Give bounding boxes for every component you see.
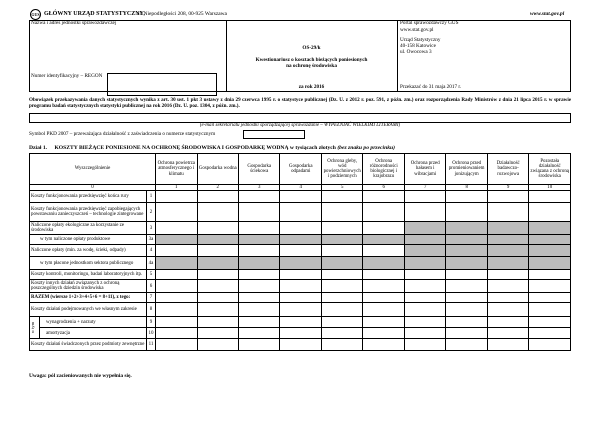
value-cell[interactable] bbox=[239, 270, 280, 280]
value-cell[interactable] bbox=[156, 317, 197, 328]
value-cell[interactable] bbox=[280, 270, 321, 280]
pkd-input[interactable] bbox=[243, 130, 305, 139]
value-cell[interactable] bbox=[404, 191, 445, 203]
value-cell[interactable] bbox=[404, 203, 445, 222]
value-cell[interactable] bbox=[321, 245, 362, 257]
column-header: Pozostała działalność związana z ochroną środowiska bbox=[529, 154, 571, 185]
value-cell[interactable] bbox=[404, 339, 445, 351]
value-cell[interactable] bbox=[363, 293, 404, 303]
row-label: Koszty funkcjonowania przedsięwzięć końca rury bbox=[30, 191, 147, 203]
value-cell[interactable] bbox=[239, 245, 280, 257]
value-cell[interactable] bbox=[404, 270, 445, 280]
row-number: 9 bbox=[147, 317, 156, 328]
row-number: 8 bbox=[147, 303, 156, 317]
value-cell[interactable] bbox=[239, 203, 280, 222]
shaded-cell bbox=[156, 257, 197, 270]
value-cell[interactable] bbox=[487, 191, 528, 203]
value-cell[interactable] bbox=[197, 270, 238, 280]
value-cell[interactable] bbox=[280, 203, 321, 222]
recipient-line-1: Urząd Statystyczny bbox=[400, 37, 441, 43]
value-cell[interactable] bbox=[446, 328, 487, 339]
value-cell[interactable] bbox=[197, 222, 238, 235]
shaded-cell bbox=[404, 245, 445, 257]
deadline: Przekazać do 31 maja 2017 r. bbox=[400, 84, 462, 90]
value-cell[interactable] bbox=[239, 317, 280, 328]
row-label: amortyzacja bbox=[40, 328, 147, 339]
value-cell[interactable] bbox=[280, 303, 321, 317]
value-cell[interactable] bbox=[156, 222, 197, 235]
value-cell[interactable] bbox=[529, 293, 571, 303]
office-name: GŁÓWNY URZĄD STATYSTYCZNY, bbox=[44, 11, 145, 17]
col-number: 7 bbox=[404, 185, 445, 191]
value-cell[interactable] bbox=[197, 303, 238, 317]
row-number: 10 bbox=[147, 328, 156, 339]
value-cell[interactable] bbox=[446, 270, 487, 280]
form-code: OS-29/k bbox=[302, 45, 321, 51]
shaded-cell bbox=[529, 235, 571, 245]
value-cell[interactable] bbox=[321, 222, 362, 235]
value-cell[interactable] bbox=[363, 203, 404, 222]
value-cell[interactable] bbox=[197, 203, 238, 222]
gus-logo: GUS bbox=[30, 9, 41, 20]
value-cell[interactable] bbox=[156, 203, 197, 222]
value-cell[interactable] bbox=[529, 270, 571, 280]
value-cell[interactable] bbox=[363, 317, 404, 328]
row-label: Naliczone opłaty ekologiczne za korzystanie ze środowiska bbox=[30, 222, 147, 235]
value-cell[interactable] bbox=[404, 280, 445, 293]
shaded-cell bbox=[487, 257, 528, 270]
value-cell[interactable] bbox=[363, 303, 404, 317]
value-cell[interactable] bbox=[529, 191, 571, 203]
legal-notice: Obowiązek przekazywania danych statystycznych wynika z art. 30 ust. 1 pkt 3 ustawy z dnia 29 czerwca 1995 r. o statystyce publicznej (Dz. U. z 2012 r. poz. 591, z późn. zm.) oraz rozporządzenia Rady Ministrów z dnia 21 lipca 2015 r. w sprawie programu badań statystycznych statystyki publicznej na rok 2016 (Dz. U. poz. 1304, z późn. zm.). bbox=[29, 97, 571, 110]
value-cell[interactable] bbox=[321, 203, 362, 222]
unit-name-label: Nazwa i adres jednostki sprawozdawczej bbox=[31, 20, 117, 26]
col-number: 2 bbox=[197, 185, 238, 191]
email-note: (e-mail sekretariatu jednostki sporządzającej sprawozdanie – WYPEŁNIAĆ WIELKIMI LITERAMI) bbox=[199, 123, 401, 128]
portal-label: Portal sprawozdawczy GUS bbox=[400, 20, 459, 26]
value-cell[interactable] bbox=[487, 339, 528, 351]
section-title: KOSZTY BIEŻĄCE PONIESIONE NA OCHRONĘ ŚRODOWISKA I GOSPODARKĘ WODNĄ bbox=[54, 145, 289, 151]
value-cell[interactable] bbox=[280, 293, 321, 303]
value-cell[interactable] bbox=[321, 293, 362, 303]
value-cell[interactable] bbox=[321, 191, 362, 203]
shaded-cell bbox=[487, 235, 528, 245]
value-cell[interactable] bbox=[446, 303, 487, 317]
row-number: 7 bbox=[147, 293, 156, 303]
form-title-1: Kwestionariusz o kosztach bieżących poniesionych bbox=[255, 57, 368, 63]
shaded-cell bbox=[446, 245, 487, 257]
shaded-cell bbox=[529, 222, 571, 235]
value-cell[interactable] bbox=[487, 280, 528, 293]
email-input[interactable] bbox=[29, 113, 571, 123]
value-cell[interactable] bbox=[487, 270, 528, 280]
website: www.stat.gov.pl bbox=[530, 11, 565, 17]
column-header: Ochrona gleby, wód powierzchniowych i podziemnych bbox=[321, 154, 362, 185]
shaded-cell bbox=[321, 257, 362, 270]
value-cell[interactable] bbox=[487, 203, 528, 222]
row-number: 3a bbox=[147, 235, 156, 245]
column-header: Gospodarka ściekowa bbox=[239, 154, 280, 185]
value-cell[interactable] bbox=[446, 280, 487, 293]
value-cell[interactable] bbox=[529, 328, 571, 339]
shaded-cell bbox=[529, 257, 571, 270]
value-cell[interactable] bbox=[280, 328, 321, 339]
value-cell[interactable] bbox=[156, 270, 197, 280]
row-label: Naliczone opłaty (min. za wodę, ścieki, odpady) bbox=[30, 245, 147, 257]
column-header: Działalność badawczo-rozwojowa bbox=[487, 154, 528, 185]
section-heading bbox=[29, 145, 395, 151]
value-cell[interactable] bbox=[156, 328, 197, 339]
value-cell[interactable] bbox=[280, 317, 321, 328]
row-label: Koszty działań świadczonych przez podmioty zewnętrzne bbox=[30, 339, 147, 351]
shaded-cell bbox=[446, 257, 487, 270]
section-unit: w tysiącach złotych bbox=[289, 145, 336, 151]
value-cell[interactable] bbox=[363, 191, 404, 203]
footnote: Uwaga: pól zacieniowanych nie wypełnia się. bbox=[29, 373, 132, 379]
value-cell[interactable] bbox=[321, 328, 362, 339]
row-number: 4a bbox=[147, 257, 156, 270]
value-cell[interactable] bbox=[239, 280, 280, 293]
recipient-line-3: ul. Owocowa 3 bbox=[400, 49, 432, 55]
shaded-cell bbox=[197, 257, 238, 270]
costs-table bbox=[29, 153, 571, 351]
shaded-cell bbox=[239, 257, 280, 270]
shaded-cell bbox=[446, 222, 487, 235]
value-cell[interactable] bbox=[529, 317, 571, 328]
value-cell[interactable] bbox=[446, 191, 487, 203]
section-unit-note: (bez znaku po przecinku) bbox=[337, 145, 395, 151]
pkd-label: Symbol PKD 2007 – przeważająca działalność z zaświadczenia o numerze statystycznym bbox=[29, 131, 216, 137]
shaded-cell bbox=[404, 257, 445, 270]
value-cell[interactable] bbox=[156, 191, 197, 203]
value-cell[interactable] bbox=[404, 293, 445, 303]
col-number: 5 bbox=[321, 185, 362, 191]
value-cell[interactable] bbox=[404, 303, 445, 317]
value-cell[interactable] bbox=[156, 293, 197, 303]
column-header: Ochrona różnorodności biologicznej i krajobrazu bbox=[363, 154, 404, 185]
value-cell[interactable] bbox=[280, 245, 321, 257]
value-cell[interactable] bbox=[404, 317, 445, 328]
col-number: 1 bbox=[156, 185, 197, 191]
value-cell[interactable] bbox=[363, 245, 404, 257]
side-label: w tym bbox=[30, 317, 40, 339]
shaded-cell bbox=[487, 222, 528, 235]
portal-url[interactable]: www.stat.gov.pl bbox=[400, 27, 434, 33]
value-cell[interactable] bbox=[321, 317, 362, 328]
value-cell[interactable] bbox=[197, 293, 238, 303]
value-cell[interactable] bbox=[239, 303, 280, 317]
value-cell[interactable] bbox=[529, 303, 571, 317]
recipient-line-2: 40-158 Katowice bbox=[400, 43, 436, 49]
value-cell[interactable] bbox=[156, 280, 197, 293]
value-cell[interactable] bbox=[446, 203, 487, 222]
section-number: Dział 1. bbox=[29, 145, 48, 151]
value-cell[interactable] bbox=[239, 222, 280, 235]
col-number: 6 bbox=[363, 185, 404, 191]
regon-label: Numer identyfikacyjny – REGON bbox=[31, 73, 103, 79]
shaded-cell bbox=[487, 245, 528, 257]
row-label: Koszty kontroli, monitoringu, badań laboratoryjnych itp. bbox=[30, 270, 147, 280]
value-cell[interactable] bbox=[363, 222, 404, 235]
shaded-cell bbox=[280, 235, 321, 245]
value-cell[interactable] bbox=[280, 222, 321, 235]
shaded-cell bbox=[363, 257, 404, 270]
value-cell[interactable] bbox=[321, 280, 362, 293]
value-cell[interactable] bbox=[321, 270, 362, 280]
value-cell[interactable] bbox=[156, 245, 197, 257]
value-cell[interactable] bbox=[404, 328, 445, 339]
row-label: RAZEM (wiersze 1+2+3+4+5+6 = 8+11), z tego: bbox=[30, 293, 147, 303]
form-title-2: na ochronę środowiska bbox=[286, 63, 337, 69]
value-cell[interactable] bbox=[197, 328, 238, 339]
value-cell[interactable] bbox=[363, 339, 404, 351]
value-cell[interactable] bbox=[529, 203, 571, 222]
row-label: w tym naliczone opłaty produktowe bbox=[30, 235, 147, 245]
value-cell[interactable] bbox=[446, 317, 487, 328]
col-number: 8 bbox=[446, 185, 487, 191]
value-cell[interactable] bbox=[239, 339, 280, 351]
value-cell[interactable] bbox=[156, 339, 197, 351]
value-cell[interactable] bbox=[197, 191, 238, 203]
shaded-cell bbox=[404, 235, 445, 245]
value-cell[interactable] bbox=[197, 245, 238, 257]
col-number: 10 bbox=[529, 185, 571, 191]
shaded-cell bbox=[404, 222, 445, 235]
shaded-cell bbox=[239, 235, 280, 245]
col-number: 9 bbox=[487, 185, 528, 191]
value-cell[interactable] bbox=[280, 339, 321, 351]
value-cell[interactable] bbox=[487, 328, 528, 339]
row-number: 2 bbox=[147, 203, 156, 222]
shaded-cell bbox=[363, 235, 404, 245]
value-cell[interactable] bbox=[197, 339, 238, 351]
col-number: 0 bbox=[30, 185, 156, 191]
value-cell[interactable] bbox=[280, 280, 321, 293]
form-year: za rok 2016 bbox=[298, 84, 325, 90]
regon-input[interactable] bbox=[107, 73, 217, 96]
shaded-cell bbox=[529, 245, 571, 257]
column-header: Ochrona przed hałasem i wibracjami bbox=[404, 154, 445, 185]
col-number: 4 bbox=[280, 185, 321, 191]
shaded-cell bbox=[280, 257, 321, 270]
column-header: Gospodarka wodna bbox=[197, 154, 238, 185]
column-header: Gospodarka odpadami bbox=[280, 154, 321, 185]
row-label: wynagrodzenia + narzuty bbox=[40, 317, 147, 328]
value-cell[interactable] bbox=[487, 303, 528, 317]
value-cell[interactable] bbox=[363, 328, 404, 339]
value-cell[interactable] bbox=[487, 293, 528, 303]
column-header: Ochrona powietrza atmosferycznego i klimatu bbox=[156, 154, 197, 185]
value-cell[interactable] bbox=[280, 191, 321, 203]
office-address: al. Niepodległości 208, 00-925 Warszawa bbox=[137, 11, 227, 17]
col-number: 3 bbox=[239, 185, 280, 191]
value-cell[interactable] bbox=[197, 317, 238, 328]
row-number: 3 bbox=[147, 222, 156, 235]
row-number: 5 bbox=[147, 270, 156, 280]
value-cell[interactable] bbox=[529, 339, 571, 351]
value-cell[interactable] bbox=[239, 328, 280, 339]
shaded-cell bbox=[321, 235, 362, 245]
value-cell[interactable] bbox=[321, 339, 362, 351]
value-cell[interactable] bbox=[446, 339, 487, 351]
value-cell[interactable] bbox=[363, 280, 404, 293]
value-cell[interactable] bbox=[487, 317, 528, 328]
shaded-cell bbox=[156, 235, 197, 245]
row-label: Koszty innych działań związanych z ochroną poszczególnych dziedzin środowiska bbox=[30, 280, 147, 293]
value-cell[interactable] bbox=[239, 293, 280, 303]
shaded-cell bbox=[197, 235, 238, 245]
value-cell[interactable] bbox=[156, 303, 197, 317]
row-label: Koszty funkcjonowania przedsięwzięć zapobiegających powstawaniu zanieczyszczeń – technologie zintegrowane bbox=[30, 203, 147, 222]
row-number: 11 bbox=[147, 339, 156, 351]
value-cell[interactable] bbox=[239, 191, 280, 203]
row-number: 4 bbox=[147, 245, 156, 257]
value-cell[interactable] bbox=[529, 280, 571, 293]
spec-header: Wyszczególnienie bbox=[30, 154, 156, 185]
value-cell[interactable] bbox=[197, 280, 238, 293]
row-number: 1 bbox=[147, 191, 156, 203]
value-cell[interactable] bbox=[321, 303, 362, 317]
value-cell[interactable] bbox=[363, 270, 404, 280]
row-number: 6 bbox=[147, 280, 156, 293]
column-header: Ochrona przed promieniowaniem jonizującym bbox=[446, 154, 487, 185]
value-cell[interactable] bbox=[446, 293, 487, 303]
row-label: Koszty działań podejmowanych we własnym zakresie bbox=[30, 303, 147, 317]
shaded-cell bbox=[446, 235, 487, 245]
row-label: w tym płacone jednostkom sektora publicznego bbox=[30, 257, 147, 270]
